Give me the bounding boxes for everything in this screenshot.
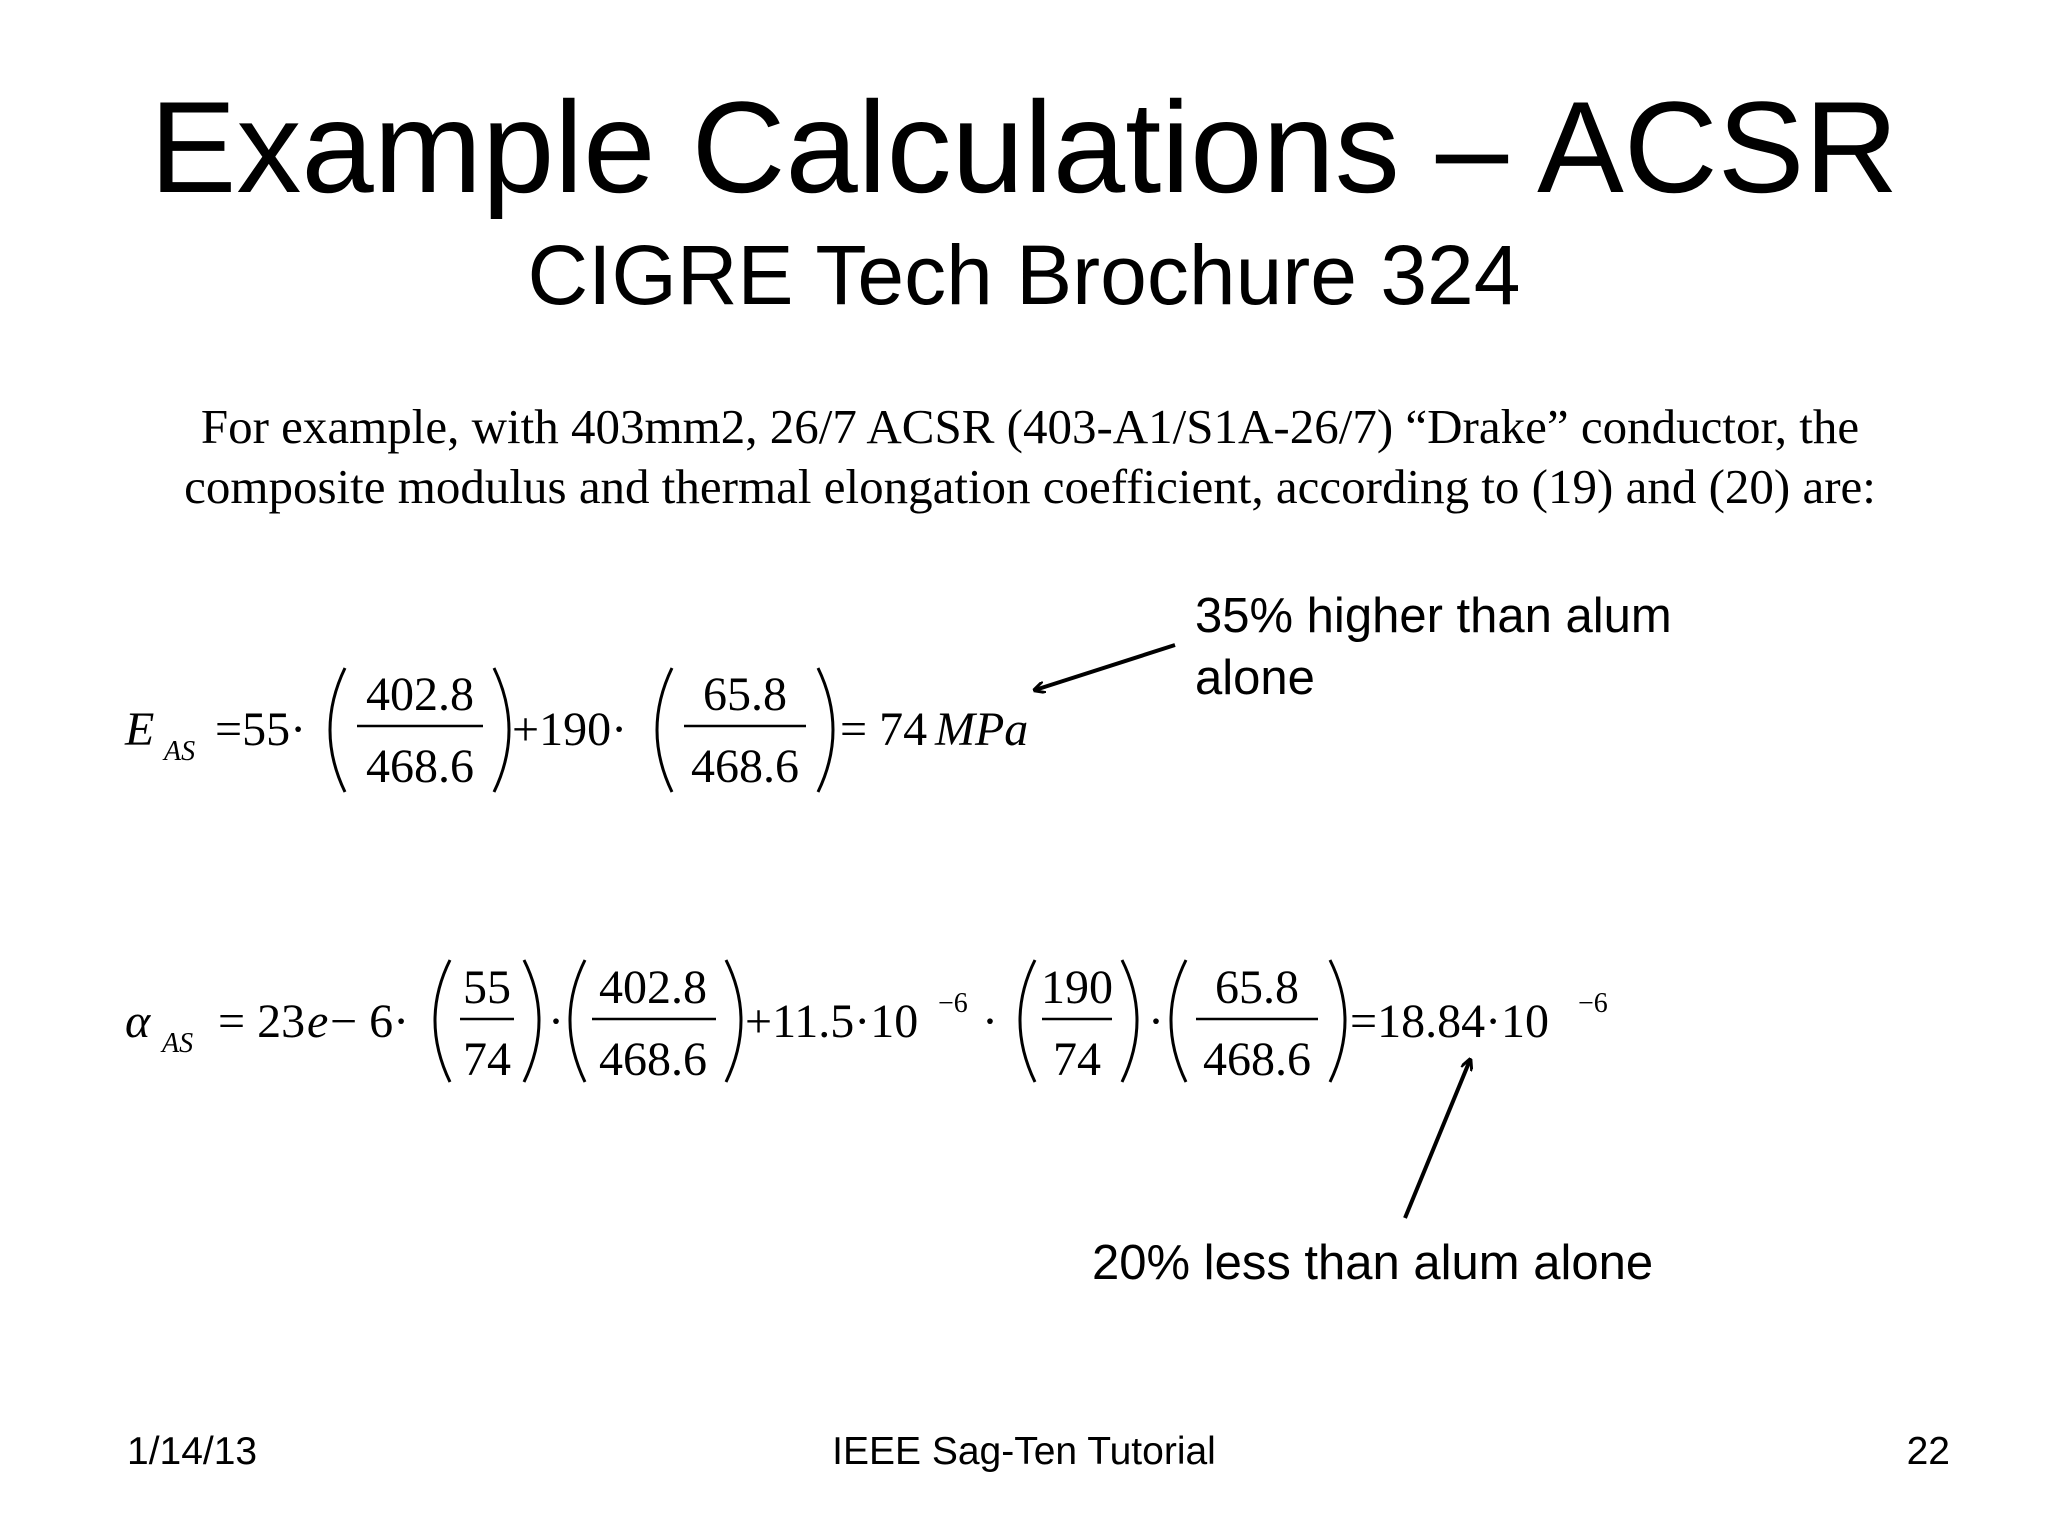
eq2-frac4-num: 65.8 bbox=[1215, 961, 1299, 1014]
eq2-minus-6: − 6· bbox=[330, 995, 410, 1048]
eq2-e-symbol: e bbox=[307, 995, 329, 1048]
eq2-dot-1: · bbox=[548, 995, 564, 1048]
annotation-modulus-line-1: 35% higher than alum bbox=[1195, 589, 1672, 643]
intro-line-2: composite modulus and thermal elongation coefficient, according to (19) and (20) are: bbox=[184, 459, 1876, 514]
intro-line-1: For example, with 403mm2, 26/7 ACSR (403-A1/S1A-26/7) “Drake” conductor, the bbox=[200, 399, 1860, 454]
eq2-plus-11-5: +11.5·10 bbox=[745, 995, 919, 1048]
eq2-paren-open-2 bbox=[570, 960, 585, 1082]
annotation-modulus bbox=[1195, 585, 1795, 709]
eq1-lhs-sub: AS bbox=[164, 736, 196, 767]
eq1-result-unit: MPa bbox=[935, 703, 1029, 756]
eq2-exp-2: −6 bbox=[1578, 988, 1608, 1019]
eq2-frac1-num: 55 bbox=[463, 961, 511, 1014]
eq1-paren-open-1 bbox=[330, 668, 345, 792]
annotation-modulus-line-2: alone bbox=[1195, 651, 1315, 705]
eq1-paren-open-2 bbox=[657, 668, 672, 792]
footer-date: 1/14/13 bbox=[127, 1430, 258, 1473]
slide-subtitle: CIGRE Tech Brochure 324 bbox=[527, 228, 1521, 322]
eq1-paren-close-2 bbox=[818, 668, 833, 792]
eq1-frac1-num: 402.8 bbox=[366, 668, 474, 721]
eq2-dot-2: · bbox=[982, 995, 998, 1048]
eq1-frac2-num: 65.8 bbox=[703, 668, 787, 721]
eq2-paren-open-3 bbox=[1020, 960, 1035, 1082]
equation-modulus bbox=[124, 668, 1028, 793]
eq2-dot-3: · bbox=[1148, 995, 1164, 1048]
annotation-expansion: 20% less than alum alone bbox=[1092, 1236, 1654, 1290]
eq1-frac2-den: 468.6 bbox=[691, 740, 799, 793]
eq1-lhs: E bbox=[125, 703, 155, 756]
eq2-lhs: α bbox=[125, 995, 151, 1048]
eq2-frac3-den: 74 bbox=[1053, 1033, 1101, 1086]
slide-title: Example Calculations – ACSR bbox=[149, 74, 1899, 220]
equation-expansion bbox=[125, 960, 1608, 1086]
eq2-frac3-num: 190 bbox=[1041, 961, 1113, 1014]
footer-title: IEEE Sag-Ten Tutorial bbox=[832, 1430, 1216, 1473]
eq1-paren-close-1 bbox=[494, 668, 509, 792]
arrow-modulus-note bbox=[1035, 645, 1175, 690]
eq2-result: =18.84·10 bbox=[1350, 995, 1550, 1048]
footer-page-number: 22 bbox=[1906, 1430, 1950, 1473]
eq2-paren-open-1 bbox=[435, 960, 450, 1082]
eq1-frac1-den: 468.6 bbox=[366, 740, 474, 793]
eq2-exp-1: −6 bbox=[938, 988, 968, 1019]
eq2-paren-close-4 bbox=[1330, 960, 1345, 1082]
eq1-result: = 74 bbox=[840, 703, 928, 756]
eq2-paren-close-2 bbox=[726, 960, 741, 1082]
eq2-equals-23: = 23 bbox=[218, 995, 306, 1048]
eq2-paren-open-4 bbox=[1171, 960, 1186, 1082]
eq1-plus-190: +190· bbox=[512, 703, 628, 756]
eq2-frac1-den: 74 bbox=[463, 1033, 511, 1086]
eq2-paren-close-3 bbox=[1122, 960, 1137, 1082]
eq2-frac4-den: 468.6 bbox=[1203, 1033, 1311, 1086]
eq2-lhs-sub: AS bbox=[162, 1028, 194, 1059]
eq2-frac2-num: 402.8 bbox=[599, 961, 707, 1014]
eq1-equals-55: =55· bbox=[215, 703, 307, 756]
eq2-paren-close-1 bbox=[524, 960, 539, 1082]
eq2-frac2-den: 468.6 bbox=[599, 1033, 707, 1086]
arrow-expansion-note bbox=[1405, 1060, 1470, 1218]
